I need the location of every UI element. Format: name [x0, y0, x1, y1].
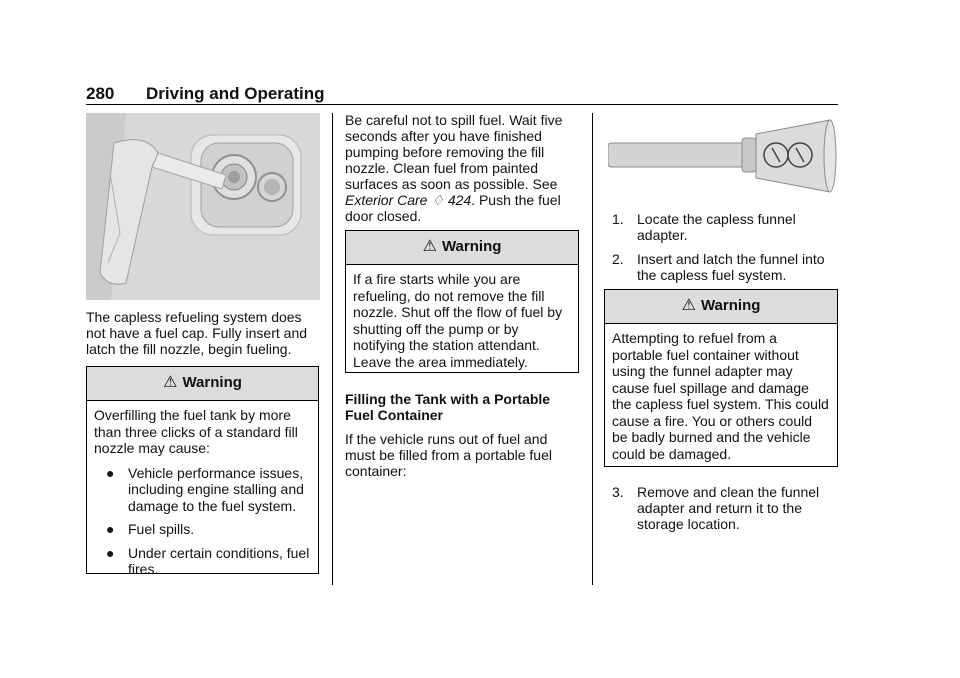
funnel-adapter-illustration [608, 118, 838, 196]
page-number: 280 [86, 84, 115, 103]
section-title: Driving and Operating [146, 84, 325, 103]
list-item: ● Vehicle performance issues, including engine stalling and damage to the fuel system. [106, 464, 304, 514]
funnel-adapter-image [608, 118, 838, 196]
fuel-door-photo [86, 113, 320, 300]
portable-container-warning-box [604, 289, 838, 467]
portable-container-paragraph: If the vehicle runs out of fuel and must be filled from a portable fuel container: [345, 431, 552, 479]
page-reference-icon: ♢ [431, 192, 444, 208]
warning-symbol-icon: ⚠ [163, 374, 178, 392]
step-item: 2. Insert and latch the funnel into the capless fuel system. [612, 251, 825, 283]
warning-title: Warning [182, 374, 242, 392]
portable-container-heading: Filling the Tank with a Portable Fuel Container [345, 391, 551, 423]
list-item: ● Fuel spills. [106, 521, 195, 537]
capless-intro-paragraph: The capless refueling system does not have a fuel cap. Fully insert and latch the fill nozzle, begin fueling. [86, 309, 308, 357]
step-item: 1. Locate the capless funnel adapter. [612, 211, 796, 243]
bullet-icon: ● [106, 464, 115, 481]
column-divider [332, 113, 333, 585]
overfill-warning-box [86, 366, 319, 577]
bullet-icon: ● [106, 521, 115, 537]
list-item: ● Under certain conditions, fuel fires. [106, 544, 310, 577]
warning-text: If a fire starts while you are refueling, do not remove the fill nozzle. Shut off the flow of fuel by shutting off the pump or by notifying the station attendant. Leave the area immediately. [353, 271, 563, 370]
warning-symbol-icon: ⚠ [422, 238, 437, 256]
step-item: 3. Remove and clean the funnel adapter and return it to the storage location. [612, 484, 820, 532]
warning-title: Warning [441, 238, 502, 256]
warning-intro: Overfilling the fuel tank by more than three clicks of a standard fill nozzle may cause: [94, 407, 298, 456]
exterior-care-link[interactable]: Exterior Care ♢ 424 [345, 192, 472, 208]
page-header [86, 84, 838, 105]
warning-title: Warning [700, 297, 761, 315]
spill-caution-paragraph: Be careful not to spill fuel. Wait five seconds after you have finished pumping before removing the fill nozzle. Clean fuel from painted surfaces as soon as possible. See Exterior Care ♢ 424. Push the fuel door closed. [345, 112, 563, 224]
steps-list [612, 211, 837, 283]
warning-bullet-list [94, 465, 311, 578]
bullet-icon: ● [106, 544, 115, 561]
warning-text: Attempting to refuel from a portable fuel container without using the funnel adapter may cause fuel spillage and damage the capless fuel system. This could cause a fire. You or others could be badly burned and the vehicle could be damaged. [612, 330, 829, 462]
fire-warning-box [345, 230, 579, 373]
steps-list [612, 484, 837, 532]
warning-symbol-icon: ⚠ [681, 297, 696, 315]
capless-fuel-door-illustration [86, 113, 320, 300]
column-divider [592, 113, 593, 585]
